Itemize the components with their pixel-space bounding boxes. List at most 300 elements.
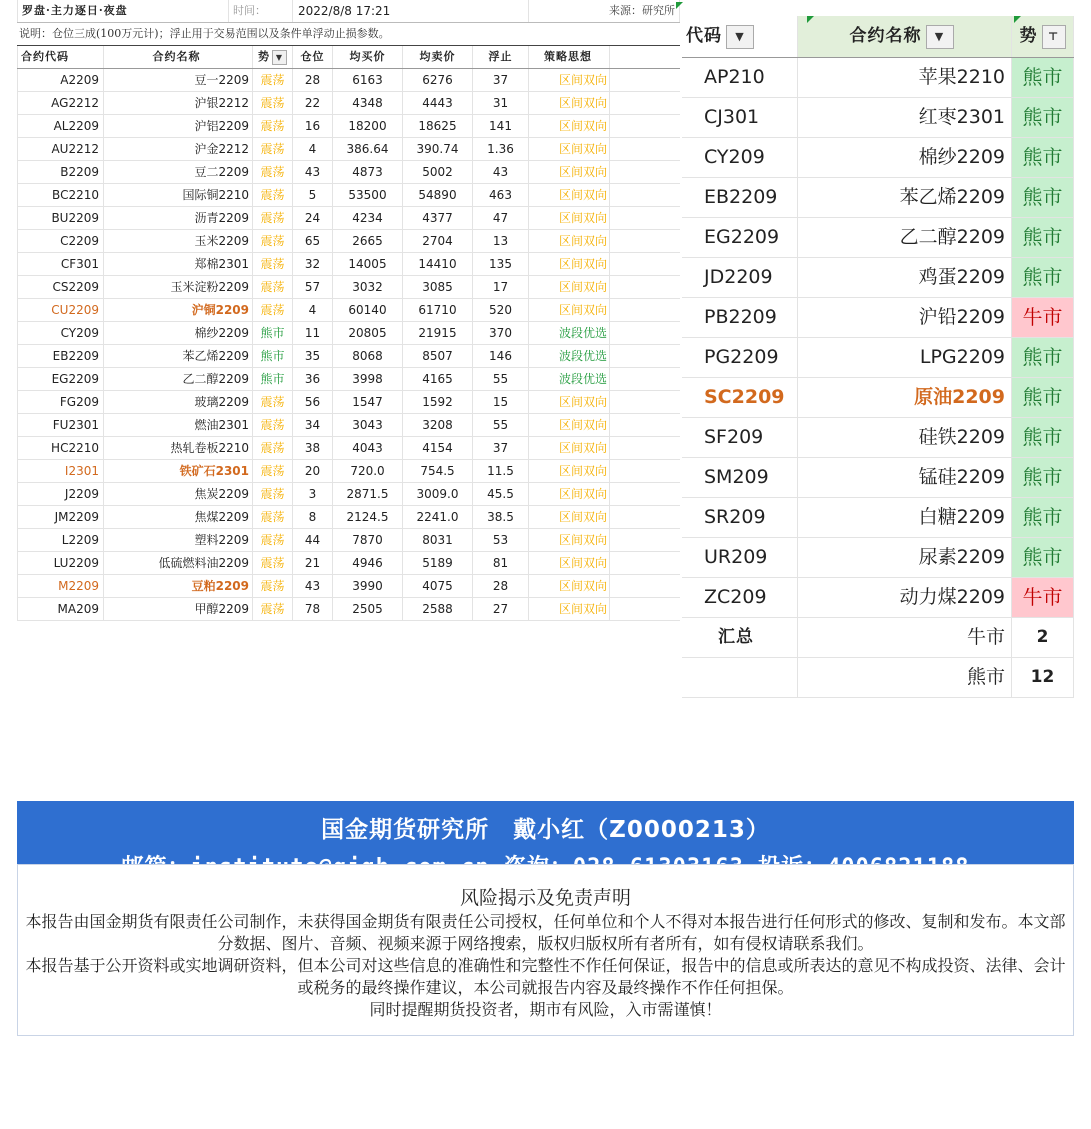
contract-name: 棉纱2209 <box>104 322 253 344</box>
table-row <box>17 506 680 529</box>
trend-row <box>682 58 1074 98</box>
avg-sell-cell: 4165 <box>403 368 473 390</box>
strategy-cell: 区间双向 <box>529 506 610 528</box>
trend-row <box>682 178 1074 218</box>
trend-cell: 熊市 <box>253 322 293 344</box>
disclaimer-paragraph: 本报告基于公开资料或实地调研资料，但本公司对这些信息的准确性和完整性不作任何保证，报告中的信息或所表达的意见不构成投资、法律、会计或税务的最终操作建议，本公司就报告内容及最终操作不作任何担保。 <box>25 956 1066 997</box>
cell-marker-icon <box>676 2 683 9</box>
table-row <box>17 414 680 437</box>
trend-cell: 震荡 <box>253 460 293 482</box>
avg-sell-cell: 54890 <box>403 184 473 206</box>
avg-sell-cell: 3009.0 <box>403 483 473 505</box>
contract-code: CY209 <box>682 138 798 177</box>
float-stop-cell: 55 <box>473 368 529 390</box>
time-value: 2022/8/8 17:21 <box>293 0 529 22</box>
avg-buy-cell: 3043 <box>333 414 403 436</box>
avg-buy-cell: 6163 <box>333 69 403 91</box>
strategy-cell: 区间双向 <box>529 138 610 160</box>
trend-row <box>682 498 1074 538</box>
trend-row <box>682 258 1074 298</box>
contract-name: 甲醇2209 <box>104 598 253 620</box>
contract-name: 锰硅2209 <box>798 458 1012 497</box>
trend-cell: 震荡 <box>253 253 293 275</box>
float-stop-cell: 28 <box>473 575 529 597</box>
contract-code: JM2209 <box>17 506 104 528</box>
contract-code: UR209 <box>682 538 798 577</box>
trend-row <box>682 298 1074 338</box>
avg-sell-cell: 2588 <box>403 598 473 620</box>
contract-code: AP210 <box>682 58 798 97</box>
avg-sell-cell: 4075 <box>403 575 473 597</box>
trend-row <box>682 218 1074 258</box>
contract-name: 玉米淀粉2209 <box>104 276 253 298</box>
avg-sell-cell: 754.5 <box>403 460 473 482</box>
avg-buy-cell: 14005 <box>333 253 403 275</box>
contract-name: 燃油2301 <box>104 414 253 436</box>
contract-name: 沪银2212 <box>104 92 253 114</box>
position-cell: 4 <box>293 138 333 160</box>
trend-cell: 震荡 <box>253 92 293 114</box>
table-row <box>17 184 680 207</box>
float-stop-cell: 463 <box>473 184 529 206</box>
contract-code: PG2209 <box>682 338 798 377</box>
position-cell: 56 <box>293 391 333 413</box>
contract-name: 红枣2301 <box>798 98 1012 137</box>
contract-code: BC2210 <box>17 184 104 206</box>
avg-buy-cell: 60140 <box>333 299 403 321</box>
position-cell: 11 <box>293 322 333 344</box>
strategy-cell: 区间双向 <box>529 115 610 137</box>
main-table <box>17 0 680 621</box>
trend-table <box>682 16 1074 698</box>
contract-name: 苯乙烯2209 <box>798 178 1012 217</box>
contract-code: MA209 <box>17 598 104 620</box>
disclaimer-paragraph: 同时提醒期货投资者，期市有风险，入市需谨慎！ <box>369 1000 722 1019</box>
table-row <box>17 460 680 483</box>
trend-cell: 震荡 <box>253 414 293 436</box>
table-row <box>17 92 680 115</box>
contract-code: SM209 <box>682 458 798 497</box>
contract-code: AU2212 <box>17 138 104 160</box>
trend-cell: 震荡 <box>253 138 293 160</box>
avg-sell-cell: 5189 <box>403 552 473 574</box>
col-trend <box>1012 16 1074 57</box>
strategy-cell: 区间双向 <box>529 460 610 482</box>
contract-name: 原油2209 <box>798 378 1012 417</box>
strategy-cell: 区间双向 <box>529 276 610 298</box>
summary-bear-count: 12 <box>1012 658 1074 697</box>
float-stop-cell: 37 <box>473 69 529 91</box>
position-cell: 4 <box>293 299 333 321</box>
table-row <box>17 552 680 575</box>
float-stop-cell: 55 <box>473 414 529 436</box>
avg-buy-cell: 18200 <box>333 115 403 137</box>
col-name <box>798 16 1012 57</box>
contract-name: 玻璃2209 <box>104 391 253 413</box>
contract-code: CU2209 <box>17 299 104 321</box>
contract-code: CS2209 <box>17 276 104 298</box>
trend-row <box>682 378 1074 418</box>
col-float-stop: 浮止 <box>473 46 529 68</box>
trend-cell: 震荡 <box>253 529 293 551</box>
avg-sell-cell: 5002 <box>403 161 473 183</box>
title-row <box>17 0 680 23</box>
contract-code: FG209 <box>17 391 104 413</box>
banner-contact-line: 邮箱：institute@gjqh.com.cn 咨询：028-61303163 投诉：4006821188 <box>121 855 970 880</box>
strategy-cell: 区间双向 <box>529 552 610 574</box>
contract-name: 塑料2209 <box>104 529 253 551</box>
cell-marker-icon <box>807 16 814 23</box>
table-row <box>17 345 680 368</box>
contract-name: 焦炭2209 <box>104 483 253 505</box>
contract-code: B2209 <box>17 161 104 183</box>
float-stop-cell: 27 <box>473 598 529 620</box>
avg-sell-cell: 14410 <box>403 253 473 275</box>
strategy-cell: 区间双向 <box>529 299 610 321</box>
summary-row-2 <box>682 658 1074 698</box>
note-row <box>17 23 680 46</box>
trend-badge: 熊市 <box>1012 378 1074 417</box>
table-row <box>17 230 680 253</box>
contract-name: 沪铜2209 <box>104 299 253 321</box>
strategy-cell: 区间双向 <box>529 161 610 183</box>
contract-code: LU2209 <box>17 552 104 574</box>
contract-name: 乙二醇2209 <box>798 218 1012 257</box>
contract-code: EG2209 <box>682 218 798 257</box>
filter-icon[interactable]: ⊤ <box>1042 25 1066 49</box>
position-cell: 43 <box>293 161 333 183</box>
strategy-cell: 波段优选 <box>529 345 610 367</box>
float-stop-cell: 11.5 <box>473 460 529 482</box>
avg-buy-cell: 4873 <box>333 161 403 183</box>
summary-bull-label: 牛市 <box>798 618 1012 657</box>
table-row <box>17 207 680 230</box>
contract-name: 白糖2209 <box>798 498 1012 537</box>
table-row <box>17 69 680 92</box>
strategy-cell: 区间双向 <box>529 598 610 620</box>
position-cell: 44 <box>293 529 333 551</box>
contract-code: SC2209 <box>682 378 798 417</box>
avg-sell-cell: 6276 <box>403 69 473 91</box>
avg-sell-cell: 4377 <box>403 207 473 229</box>
trend-badge: 熊市 <box>1012 98 1074 137</box>
trend-cell: 震荡 <box>253 230 293 252</box>
position-cell: 20 <box>293 460 333 482</box>
contract-name: 豆二2209 <box>104 161 253 183</box>
contract-code: AL2209 <box>17 115 104 137</box>
col-code: 合约代码 <box>17 46 104 68</box>
trend-cell: 震荡 <box>253 207 293 229</box>
trend-badge: 熊市 <box>1012 218 1074 257</box>
float-stop-cell: 146 <box>473 345 529 367</box>
table-row <box>17 483 680 506</box>
avg-sell-cell: 8031 <box>403 529 473 551</box>
position-cell: 57 <box>293 276 333 298</box>
float-stop-cell: 81 <box>473 552 529 574</box>
position-cell: 3 <box>293 483 333 505</box>
col-name: 合约名称 <box>104 46 253 68</box>
contract-code: AG2212 <box>17 92 104 114</box>
position-cell: 22 <box>293 92 333 114</box>
trend-badge: 熊市 <box>1012 458 1074 497</box>
strategy-cell: 区间双向 <box>529 483 610 505</box>
position-cell: 16 <box>293 115 333 137</box>
trend-badge: 牛市 <box>1012 298 1074 337</box>
avg-buy-cell: 3998 <box>333 368 403 390</box>
strategy-cell: 区间双向 <box>529 529 610 551</box>
position-cell: 5 <box>293 184 333 206</box>
contract-name: 国际铜2210 <box>104 184 253 206</box>
trend-badge: 熊市 <box>1012 418 1074 457</box>
chevron-down-icon[interactable]: ▼ <box>272 50 287 65</box>
strategy-cell: 波段优选 <box>529 368 610 390</box>
trend-row <box>682 538 1074 578</box>
contract-code: EB2209 <box>682 178 798 217</box>
contract-name: 硅铁2209 <box>798 418 1012 457</box>
avg-buy-cell: 4234 <box>333 207 403 229</box>
chevron-down-icon[interactable]: ▼ <box>926 25 954 49</box>
avg-buy-cell: 4043 <box>333 437 403 459</box>
position-cell: 65 <box>293 230 333 252</box>
col-position: 仓位 <box>293 46 333 68</box>
strategy-cell: 区间双向 <box>529 69 610 91</box>
float-stop-cell: 13 <box>473 230 529 252</box>
avg-buy-cell: 720.0 <box>333 460 403 482</box>
contract-code: FU2301 <box>17 414 104 436</box>
disclaimer-box <box>17 864 1074 1036</box>
trend-cell: 震荡 <box>253 552 293 574</box>
trend-cell: 震荡 <box>253 437 293 459</box>
summary-bear-label: 熊市 <box>798 658 1012 697</box>
avg-sell-cell: 390.74 <box>403 138 473 160</box>
position-cell: 78 <box>293 598 333 620</box>
position-cell: 8 <box>293 506 333 528</box>
disclaimer-title: 风险揭示及免责声明 <box>459 887 631 909</box>
trend-row <box>682 338 1074 378</box>
table-row <box>17 529 680 552</box>
avg-sell-cell: 21915 <box>403 322 473 344</box>
table-row <box>17 299 680 322</box>
contract-name: 郑棉2301 <box>104 253 253 275</box>
trend-row <box>682 98 1074 138</box>
strategy-cell: 区间双向 <box>529 207 610 229</box>
contract-name: 苯乙烯2209 <box>104 345 253 367</box>
trend-row <box>682 138 1074 178</box>
trend-cell: 熊市 <box>253 345 293 367</box>
cell-marker-icon <box>1014 16 1021 23</box>
avg-buy-cell: 2871.5 <box>333 483 403 505</box>
chevron-down-icon[interactable]: ▼ <box>726 25 754 49</box>
float-stop-cell: 520 <box>473 299 529 321</box>
avg-buy-cell: 8068 <box>333 345 403 367</box>
trend-cell: 震荡 <box>253 575 293 597</box>
float-stop-cell: 17 <box>473 276 529 298</box>
contract-code: CY209 <box>17 322 104 344</box>
avg-sell-cell: 3085 <box>403 276 473 298</box>
contract-name: 棉纱2209 <box>798 138 1012 177</box>
table-row <box>17 276 680 299</box>
contract-name: 动力煤2209 <box>798 578 1012 617</box>
position-cell: 34 <box>293 414 333 436</box>
table-row <box>17 161 680 184</box>
contract-name: 尿素2209 <box>798 538 1012 577</box>
avg-buy-cell: 2665 <box>333 230 403 252</box>
strategy-cell: 区间双向 <box>529 391 610 413</box>
float-stop-cell: 15 <box>473 391 529 413</box>
avg-buy-cell: 386.64 <box>333 138 403 160</box>
contract-code: CJ301 <box>682 98 798 137</box>
trend-row <box>682 578 1074 618</box>
contract-name: 玉米2209 <box>104 230 253 252</box>
contract-name: 沥青2209 <box>104 207 253 229</box>
avg-buy-cell: 2505 <box>333 598 403 620</box>
table-row <box>17 368 680 391</box>
avg-sell-cell: 61710 <box>403 299 473 321</box>
position-cell: 43 <box>293 575 333 597</box>
contract-name: 低硫燃料油2209 <box>104 552 253 574</box>
float-stop-cell: 47 <box>473 207 529 229</box>
table-row <box>17 437 680 460</box>
strategy-cell: 区间双向 <box>529 253 610 275</box>
position-cell: 38 <box>293 437 333 459</box>
avg-sell-cell: 1592 <box>403 391 473 413</box>
avg-sell-cell: 4154 <box>403 437 473 459</box>
strategy-cell: 波段优选 <box>529 322 610 344</box>
strategy-cell: 区间双向 <box>529 230 610 252</box>
trend-badge: 熊市 <box>1012 538 1074 577</box>
contract-name: 焦煤2209 <box>104 506 253 528</box>
contract-name: 苹果2210 <box>798 58 1012 97</box>
strategy-cell: 区间双向 <box>529 184 610 206</box>
contract-code: PB2209 <box>682 298 798 337</box>
contract-code: SF209 <box>682 418 798 457</box>
contract-code: L2209 <box>17 529 104 551</box>
contract-name: 鸡蛋2209 <box>798 258 1012 297</box>
avg-buy-cell: 7870 <box>333 529 403 551</box>
summary-bull-count: 2 <box>1012 618 1074 657</box>
position-cell: 21 <box>293 552 333 574</box>
col-trend-label: 势 <box>1019 26 1038 46</box>
col-avg-sell: 均卖价 <box>403 46 473 68</box>
trend-cell: 震荡 <box>253 115 293 137</box>
trend-cell: 震荡 <box>253 483 293 505</box>
strategy-cell: 区间双向 <box>529 437 610 459</box>
report-title: 罗盘·主力逐日·夜盘 <box>17 0 229 22</box>
float-stop-cell: 53 <box>473 529 529 551</box>
avg-buy-cell: 2124.5 <box>333 506 403 528</box>
table-row <box>17 598 680 621</box>
contract-name: 沪铝2209 <box>104 115 253 137</box>
banner-org-line: 国金期货研究所 戴小红（Z0000213） <box>321 817 770 843</box>
summary-label: 汇总 <box>682 618 798 657</box>
contract-code: EB2209 <box>17 345 104 367</box>
float-stop-cell: 135 <box>473 253 529 275</box>
table-row <box>17 253 680 276</box>
avg-sell-cell: 8507 <box>403 345 473 367</box>
contract-code: JD2209 <box>682 258 798 297</box>
col-code-label: 代码 <box>686 26 722 46</box>
float-stop-cell: 43 <box>473 161 529 183</box>
contract-code: CF301 <box>17 253 104 275</box>
contract-code: HC2210 <box>17 437 104 459</box>
avg-buy-cell: 4348 <box>333 92 403 114</box>
col-trend-label: 势 <box>258 50 270 63</box>
float-stop-cell: 1.36 <box>473 138 529 160</box>
avg-buy-cell: 3032 <box>333 276 403 298</box>
float-stop-cell: 38.5 <box>473 506 529 528</box>
contract-name: 豆粕2209 <box>104 575 253 597</box>
strategy-cell: 区间双向 <box>529 92 610 114</box>
col-avg-buy: 均买价 <box>333 46 403 68</box>
contract-name: 沪铅2209 <box>798 298 1012 337</box>
trend-table-body <box>682 58 1074 618</box>
position-cell: 36 <box>293 368 333 390</box>
trend-cell: 震荡 <box>253 161 293 183</box>
contract-code: C2209 <box>17 230 104 252</box>
trend-badge: 熊市 <box>1012 258 1074 297</box>
table-row <box>17 575 680 598</box>
source-label: 来源：研究所 <box>529 0 680 22</box>
time-label: 时间： <box>229 0 293 22</box>
strategy-cell: 区间双向 <box>529 414 610 436</box>
contract-code: ZC209 <box>682 578 798 617</box>
contract-name: 沪金2212 <box>104 138 253 160</box>
trend-badge: 熊市 <box>1012 58 1074 97</box>
contract-code: M2209 <box>17 575 104 597</box>
position-cell: 24 <box>293 207 333 229</box>
summary-row-1 <box>682 618 1074 658</box>
float-stop-cell: 37 <box>473 437 529 459</box>
avg-sell-cell: 4443 <box>403 92 473 114</box>
position-cell: 28 <box>293 69 333 91</box>
summary-empty-cell <box>682 658 798 697</box>
avg-buy-cell: 4946 <box>333 552 403 574</box>
float-stop-cell: 370 <box>473 322 529 344</box>
trend-cell: 震荡 <box>253 506 293 528</box>
position-cell: 32 <box>293 253 333 275</box>
avg-sell-cell: 2241.0 <box>403 506 473 528</box>
col-trend[interactable] <box>253 46 293 68</box>
float-stop-cell: 31 <box>473 92 529 114</box>
trend-cell: 震荡 <box>253 598 293 620</box>
strategy-cell: 区间双向 <box>529 575 610 597</box>
avg-buy-cell: 3990 <box>333 575 403 597</box>
col-name-label: 合约名称 <box>849 26 922 46</box>
trend-cell: 震荡 <box>253 276 293 298</box>
float-stop-cell: 141 <box>473 115 529 137</box>
table-header <box>17 46 680 69</box>
trend-cell: 震荡 <box>253 299 293 321</box>
col-code <box>682 16 798 57</box>
table-row <box>17 322 680 345</box>
avg-sell-cell: 2704 <box>403 230 473 252</box>
trend-row <box>682 418 1074 458</box>
contract-code: BU2209 <box>17 207 104 229</box>
trend-badge: 熊市 <box>1012 498 1074 537</box>
contact-banner <box>17 801 1074 880</box>
trend-cell: 震荡 <box>253 184 293 206</box>
avg-sell-cell: 18625 <box>403 115 473 137</box>
contract-code: SR209 <box>682 498 798 537</box>
trend-cell: 震荡 <box>253 69 293 91</box>
contract-code: A2209 <box>17 69 104 91</box>
trend-badge: 熊市 <box>1012 338 1074 377</box>
contract-name: 热轧卷板2210 <box>104 437 253 459</box>
avg-buy-cell: 20805 <box>333 322 403 344</box>
contract-code: I2301 <box>17 460 104 482</box>
contract-code: EG2209 <box>17 368 104 390</box>
position-cell: 35 <box>293 345 333 367</box>
